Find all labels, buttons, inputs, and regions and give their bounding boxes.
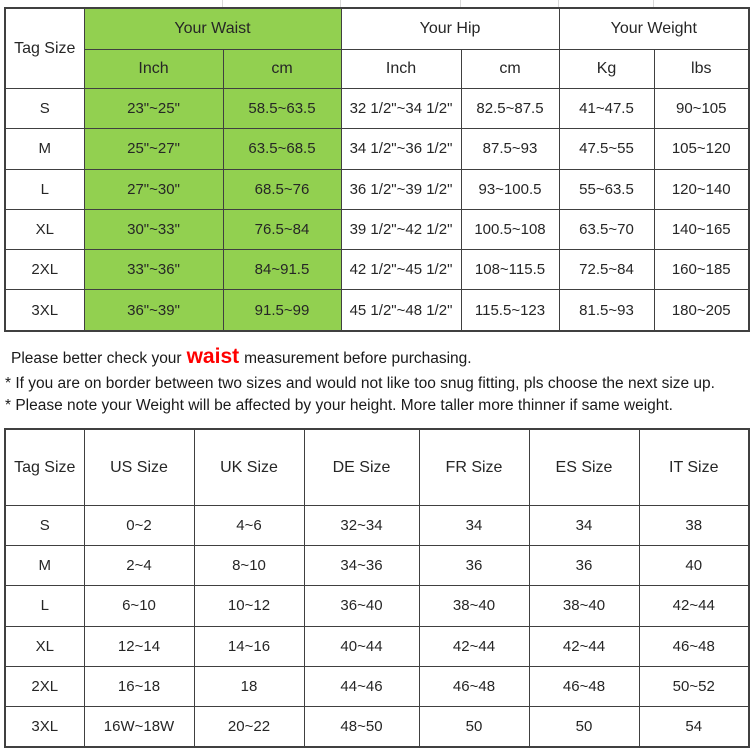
size-value-cell: 23"~25" (84, 89, 223, 129)
corner-header-tag-size: Tag Size (5, 8, 84, 89)
table-row (5, 250, 749, 290)
size-value-cell: 180~205 (654, 290, 749, 331)
tag-size-cell: 2XL (5, 666, 84, 706)
size-value-cell: 68.5~76 (223, 169, 341, 209)
intl-header-de-size: DE Size (304, 429, 419, 506)
intl-header-us-size: US Size (84, 429, 194, 506)
table-row (5, 546, 749, 586)
size-value-cell: 36 (419, 546, 529, 586)
size-value-cell: 55~63.5 (559, 169, 654, 209)
tag-size-cell: S (5, 89, 84, 129)
size-value-cell: 33"~36" (84, 250, 223, 290)
weight-lbs-header: lbs (654, 50, 749, 89)
size-value-cell: 38~40 (419, 586, 529, 626)
size-value-cell: 46~48 (419, 666, 529, 706)
tag-size-cell: 2XL (5, 250, 84, 290)
size-value-cell: 38 (639, 506, 749, 546)
size-value-cell: 30"~33" (84, 209, 223, 249)
table-row (5, 706, 749, 747)
size-value-cell: 14~16 (194, 626, 304, 666)
intl-header-es-size: ES Size (529, 429, 639, 506)
size-value-cell: 48~50 (304, 706, 419, 747)
gridline-stub (222, 0, 223, 7)
size-value-cell: 39 1/2"~42 1/2" (341, 209, 461, 249)
size-value-cell: 93~100.5 (461, 169, 559, 209)
size-value-cell: 100.5~108 (461, 209, 559, 249)
table-row (5, 506, 749, 546)
size-value-cell: 16~18 (84, 666, 194, 706)
note-line1-prefix: Please better check your (11, 350, 182, 367)
table-row (5, 209, 749, 249)
hip-cm-header: cm (461, 50, 559, 89)
size-value-cell: 34~36 (304, 546, 419, 586)
note-waist-highlight: waist (186, 345, 240, 368)
size-value-cell: 34 (419, 506, 529, 546)
size-value-cell: 84~91.5 (223, 250, 341, 290)
weight-kg-header: Kg (559, 50, 654, 89)
tag-size-cell: M (5, 546, 84, 586)
intl-header-row (5, 429, 749, 506)
size-value-cell: 4~6 (194, 506, 304, 546)
table-row (5, 89, 749, 129)
intl-header-it-size: IT Size (639, 429, 749, 506)
size-value-cell: 82.5~87.5 (461, 89, 559, 129)
size-value-cell: 140~165 (654, 209, 749, 249)
tag-size-cell: S (5, 506, 84, 546)
size-value-cell: 41~47.5 (559, 89, 654, 129)
size-value-cell: 36~40 (304, 586, 419, 626)
size-value-cell: 115.5~123 (461, 290, 559, 331)
group-header-row (5, 8, 749, 50)
group-header-hip: Your Hip (341, 8, 559, 50)
hip-inch-header: Inch (341, 50, 461, 89)
gridline-stub (460, 0, 461, 7)
size-value-cell: 27"~30" (84, 169, 223, 209)
size-value-cell: 91.5~99 (223, 290, 341, 331)
note-weight-height: * Please note your Weight will be affected by your height. More taller more thinner if same weight. (5, 397, 673, 414)
size-value-cell: 36 1/2"~39 1/2" (341, 169, 461, 209)
waist-inch-header: Inch (84, 50, 223, 89)
waist-cm-header: cm (223, 50, 341, 89)
size-value-cell: 42~44 (639, 586, 749, 626)
unit-header-row (5, 50, 749, 89)
size-value-cell: 12~14 (84, 626, 194, 666)
measurement-size-chart (4, 7, 750, 332)
size-value-cell: 42~44 (419, 626, 529, 666)
size-value-cell: 8~10 (194, 546, 304, 586)
intl-header-uk-size: UK Size (194, 429, 304, 506)
size-value-cell: 76.5~84 (223, 209, 341, 249)
size-value-cell: 58.5~63.5 (223, 89, 341, 129)
intl-header-tag-size: Tag Size (5, 429, 84, 506)
group-header-waist: Your Waist (84, 8, 341, 50)
note-check-waist (5, 346, 750, 368)
size-value-cell: 81.5~93 (559, 290, 654, 331)
size-value-cell: 36"~39" (84, 290, 223, 331)
size-value-cell: 25"~27" (84, 129, 223, 169)
size-value-cell: 6~10 (84, 586, 194, 626)
size-value-cell: 50 (419, 706, 529, 747)
table-row (5, 169, 749, 209)
size-value-cell: 120~140 (654, 169, 749, 209)
size-value-cell: 32~34 (304, 506, 419, 546)
size-value-cell: 54 (639, 706, 749, 747)
size-value-cell: 46~48 (639, 626, 749, 666)
size-value-cell: 38~40 (529, 586, 639, 626)
table-row (5, 290, 749, 331)
tag-size-cell: L (5, 169, 84, 209)
size-value-cell: 105~120 (654, 129, 749, 169)
size-value-cell: 160~185 (654, 250, 749, 290)
gridline-stub (558, 0, 559, 7)
intl-header-fr-size: FR Size (419, 429, 529, 506)
size-value-cell: 42~44 (529, 626, 639, 666)
size-value-cell: 72.5~84 (559, 250, 654, 290)
size-value-cell: 108~115.5 (461, 250, 559, 290)
table-row (5, 129, 749, 169)
tag-size-cell: L (5, 586, 84, 626)
size-value-cell: 87.5~93 (461, 129, 559, 169)
size-value-cell: 50~52 (639, 666, 749, 706)
note-border-sizes: * If you are on border between two sizes and would not like too snug fitting, pls choose the next size up. (5, 375, 715, 392)
size-value-cell: 18 (194, 666, 304, 706)
size-value-cell: 42 1/2"~45 1/2" (341, 250, 461, 290)
gridline-stub (340, 0, 341, 7)
size-value-cell: 34 (529, 506, 639, 546)
tag-size-cell: 3XL (5, 706, 84, 747)
size-value-cell: 36 (529, 546, 639, 586)
size-value-cell: 44~46 (304, 666, 419, 706)
size-value-cell: 63.5~70 (559, 209, 654, 249)
group-header-weight: Your Weight (559, 8, 749, 50)
size-value-cell: 20~22 (194, 706, 304, 747)
size-value-cell: 50 (529, 706, 639, 747)
size-value-cell: 0~2 (84, 506, 194, 546)
note-line1-suffix: measurement before purchasing. (244, 350, 472, 367)
size-value-cell: 63.5~68.5 (223, 129, 341, 169)
size-value-cell: 40 (639, 546, 749, 586)
international-size-chart (4, 428, 750, 748)
tag-size-cell: M (5, 129, 84, 169)
table-row (5, 666, 749, 706)
tag-size-cell: XL (5, 626, 84, 666)
size-value-cell: 45 1/2"~48 1/2" (341, 290, 461, 331)
size-value-cell: 2~4 (84, 546, 194, 586)
tag-size-cell: 3XL (5, 290, 84, 331)
size-value-cell: 90~105 (654, 89, 749, 129)
size-value-cell: 16W~18W (84, 706, 194, 747)
table-row (5, 626, 749, 666)
size-value-cell: 47.5~55 (559, 129, 654, 169)
tag-size-cell: XL (5, 209, 84, 249)
size-value-cell: 34 1/2"~36 1/2" (341, 129, 461, 169)
gridline-stub (653, 0, 654, 7)
table-row (5, 586, 749, 626)
size-value-cell: 32 1/2"~34 1/2" (341, 89, 461, 129)
size-value-cell: 10~12 (194, 586, 304, 626)
size-value-cell: 40~44 (304, 626, 419, 666)
size-value-cell: 46~48 (529, 666, 639, 706)
